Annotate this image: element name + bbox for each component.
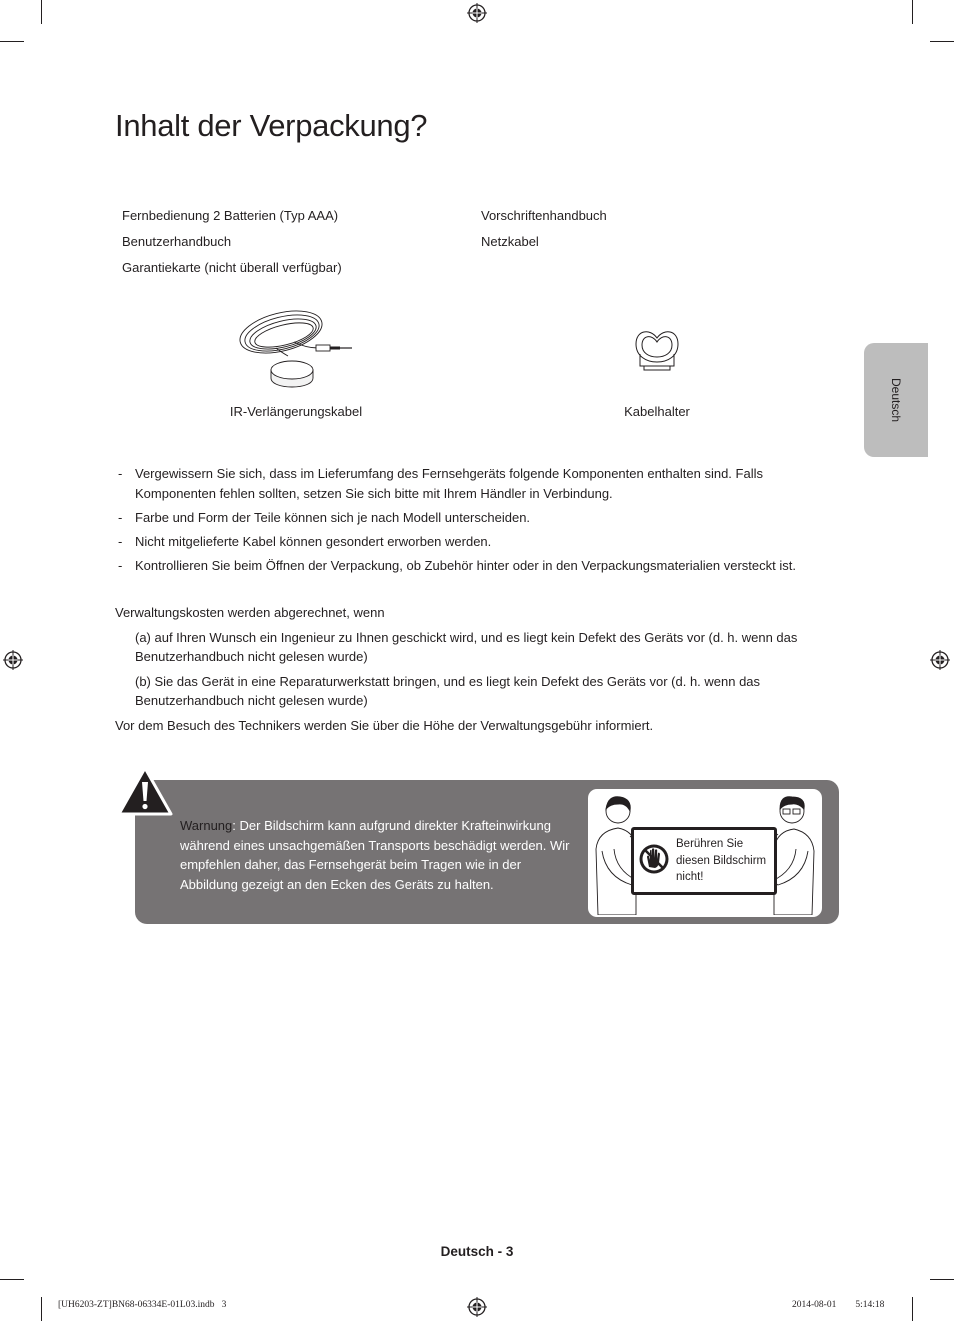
- administration-fees-section: [115, 603, 815, 735]
- crop-mark: [0, 1279, 24, 1280]
- registration-mark-icon: [930, 650, 950, 670]
- contents-column-2: [481, 203, 607, 255]
- crop-mark: [912, 0, 913, 24]
- crop-mark: [930, 1279, 954, 1280]
- registration-mark-icon: [3, 650, 23, 670]
- language-side-tab-label: Deutsch: [889, 377, 903, 423]
- crop-mark: [0, 41, 24, 42]
- contents-item: Garantiekarte (nicht überall verfügbar): [122, 260, 342, 275]
- registration-mark-icon: [467, 3, 487, 23]
- crop-mark: [930, 41, 954, 42]
- contents-column-1: [122, 203, 342, 281]
- notes-list: [115, 464, 815, 580]
- page-title: Inhalt der Verpackung?: [115, 108, 428, 143]
- ir-cable-caption: IR-Verlängerungskabel: [229, 404, 363, 419]
- cable-holder-caption: Kabelhalter: [624, 404, 690, 419]
- warning-text: [180, 816, 570, 894]
- note-item: - Vergewissern Sie sich, dass im Lieferumfang des Fernsehgeräts folgende Komponenten enthalten sind. Falls Komponenten fehlen sollten, setzen Sie sich bitte mit Ihrem Händler in Verbindung.: [115, 464, 815, 503]
- no-touch-hand-icon: [638, 843, 670, 875]
- tv-warning-label: Berühren Sie diesen Bildschirm nicht!: [676, 838, 767, 883]
- crop-mark: [41, 1297, 42, 1321]
- crop-mark: [41, 0, 42, 24]
- fees-closing: Vor dem Besuch des Technikers werden Sie über die Höhe der Verwaltungsgebühr informiert.: [115, 717, 654, 733]
- registration-mark-icon: [467, 1297, 487, 1317]
- contents-item: Netzkabel: [481, 234, 539, 249]
- contents-item: Vorschriftenhandbuch: [481, 208, 607, 223]
- contents-item: Benutzerhandbuch: [122, 234, 232, 249]
- fees-item-a: (a) auf Ihren Wunsch ein Ingenieur zu Ihnen geschickt wird, und es liegt kein Defekt des Geräts vor (d. h. wenn das Benutzerhandbuch nicht gelesen wurde): [135, 629, 798, 664]
- note-item: - Farbe und Form der Teile können sich je nach Modell unterscheiden.: [115, 508, 815, 528]
- fees-item-b: (b) Sie das Gerät in eine Reparaturwerkstatt bringen, und es liegt kein Defekt des Geräts vor (d. h. wenn das Benutzerhandbuch nicht gelesen wurde): [135, 673, 761, 708]
- note-item: - Kontrollieren Sie beim Öffnen der Verpackung, ob Zubehör hinter oder in den Verpackungsmaterialien versteckt ist.: [115, 556, 815, 576]
- warning-triangle-icon: [116, 765, 174, 817]
- footer-file-info: [UH6203-ZT]BN68-06334E-01L03.indb 3: [58, 1300, 227, 1310]
- contents-item: Fernbedienung 2 Batterien (Typ AAA): [122, 208, 339, 223]
- fees-intro: Verwaltungskosten werden abgerechnet, wenn: [115, 605, 385, 620]
- warning-body: : Der Bildschirm kann aufgrund direkter Krafteinwirkung während eines unsachgemäßen Transports beschädigt werden. Wir empfehlen daher, das Fernsehgerät beim Tragen wie in der Abbildung gezeigt an den Ecken des Geräts zu halten.: [180, 818, 570, 892]
- note-item: - Nicht mitgelieferte Kabel können gesondert erworben werden.: [115, 532, 815, 552]
- crop-mark: [912, 1297, 913, 1321]
- ir-cable-icon: [236, 304, 356, 392]
- footer-timestamp: 2014-08-01 5:14:18: [792, 1300, 885, 1310]
- cable-holder-icon: [632, 324, 682, 372]
- page-number: Deutsch - 3: [440, 1244, 514, 1259]
- warning-label: Warnung: [180, 818, 233, 833]
